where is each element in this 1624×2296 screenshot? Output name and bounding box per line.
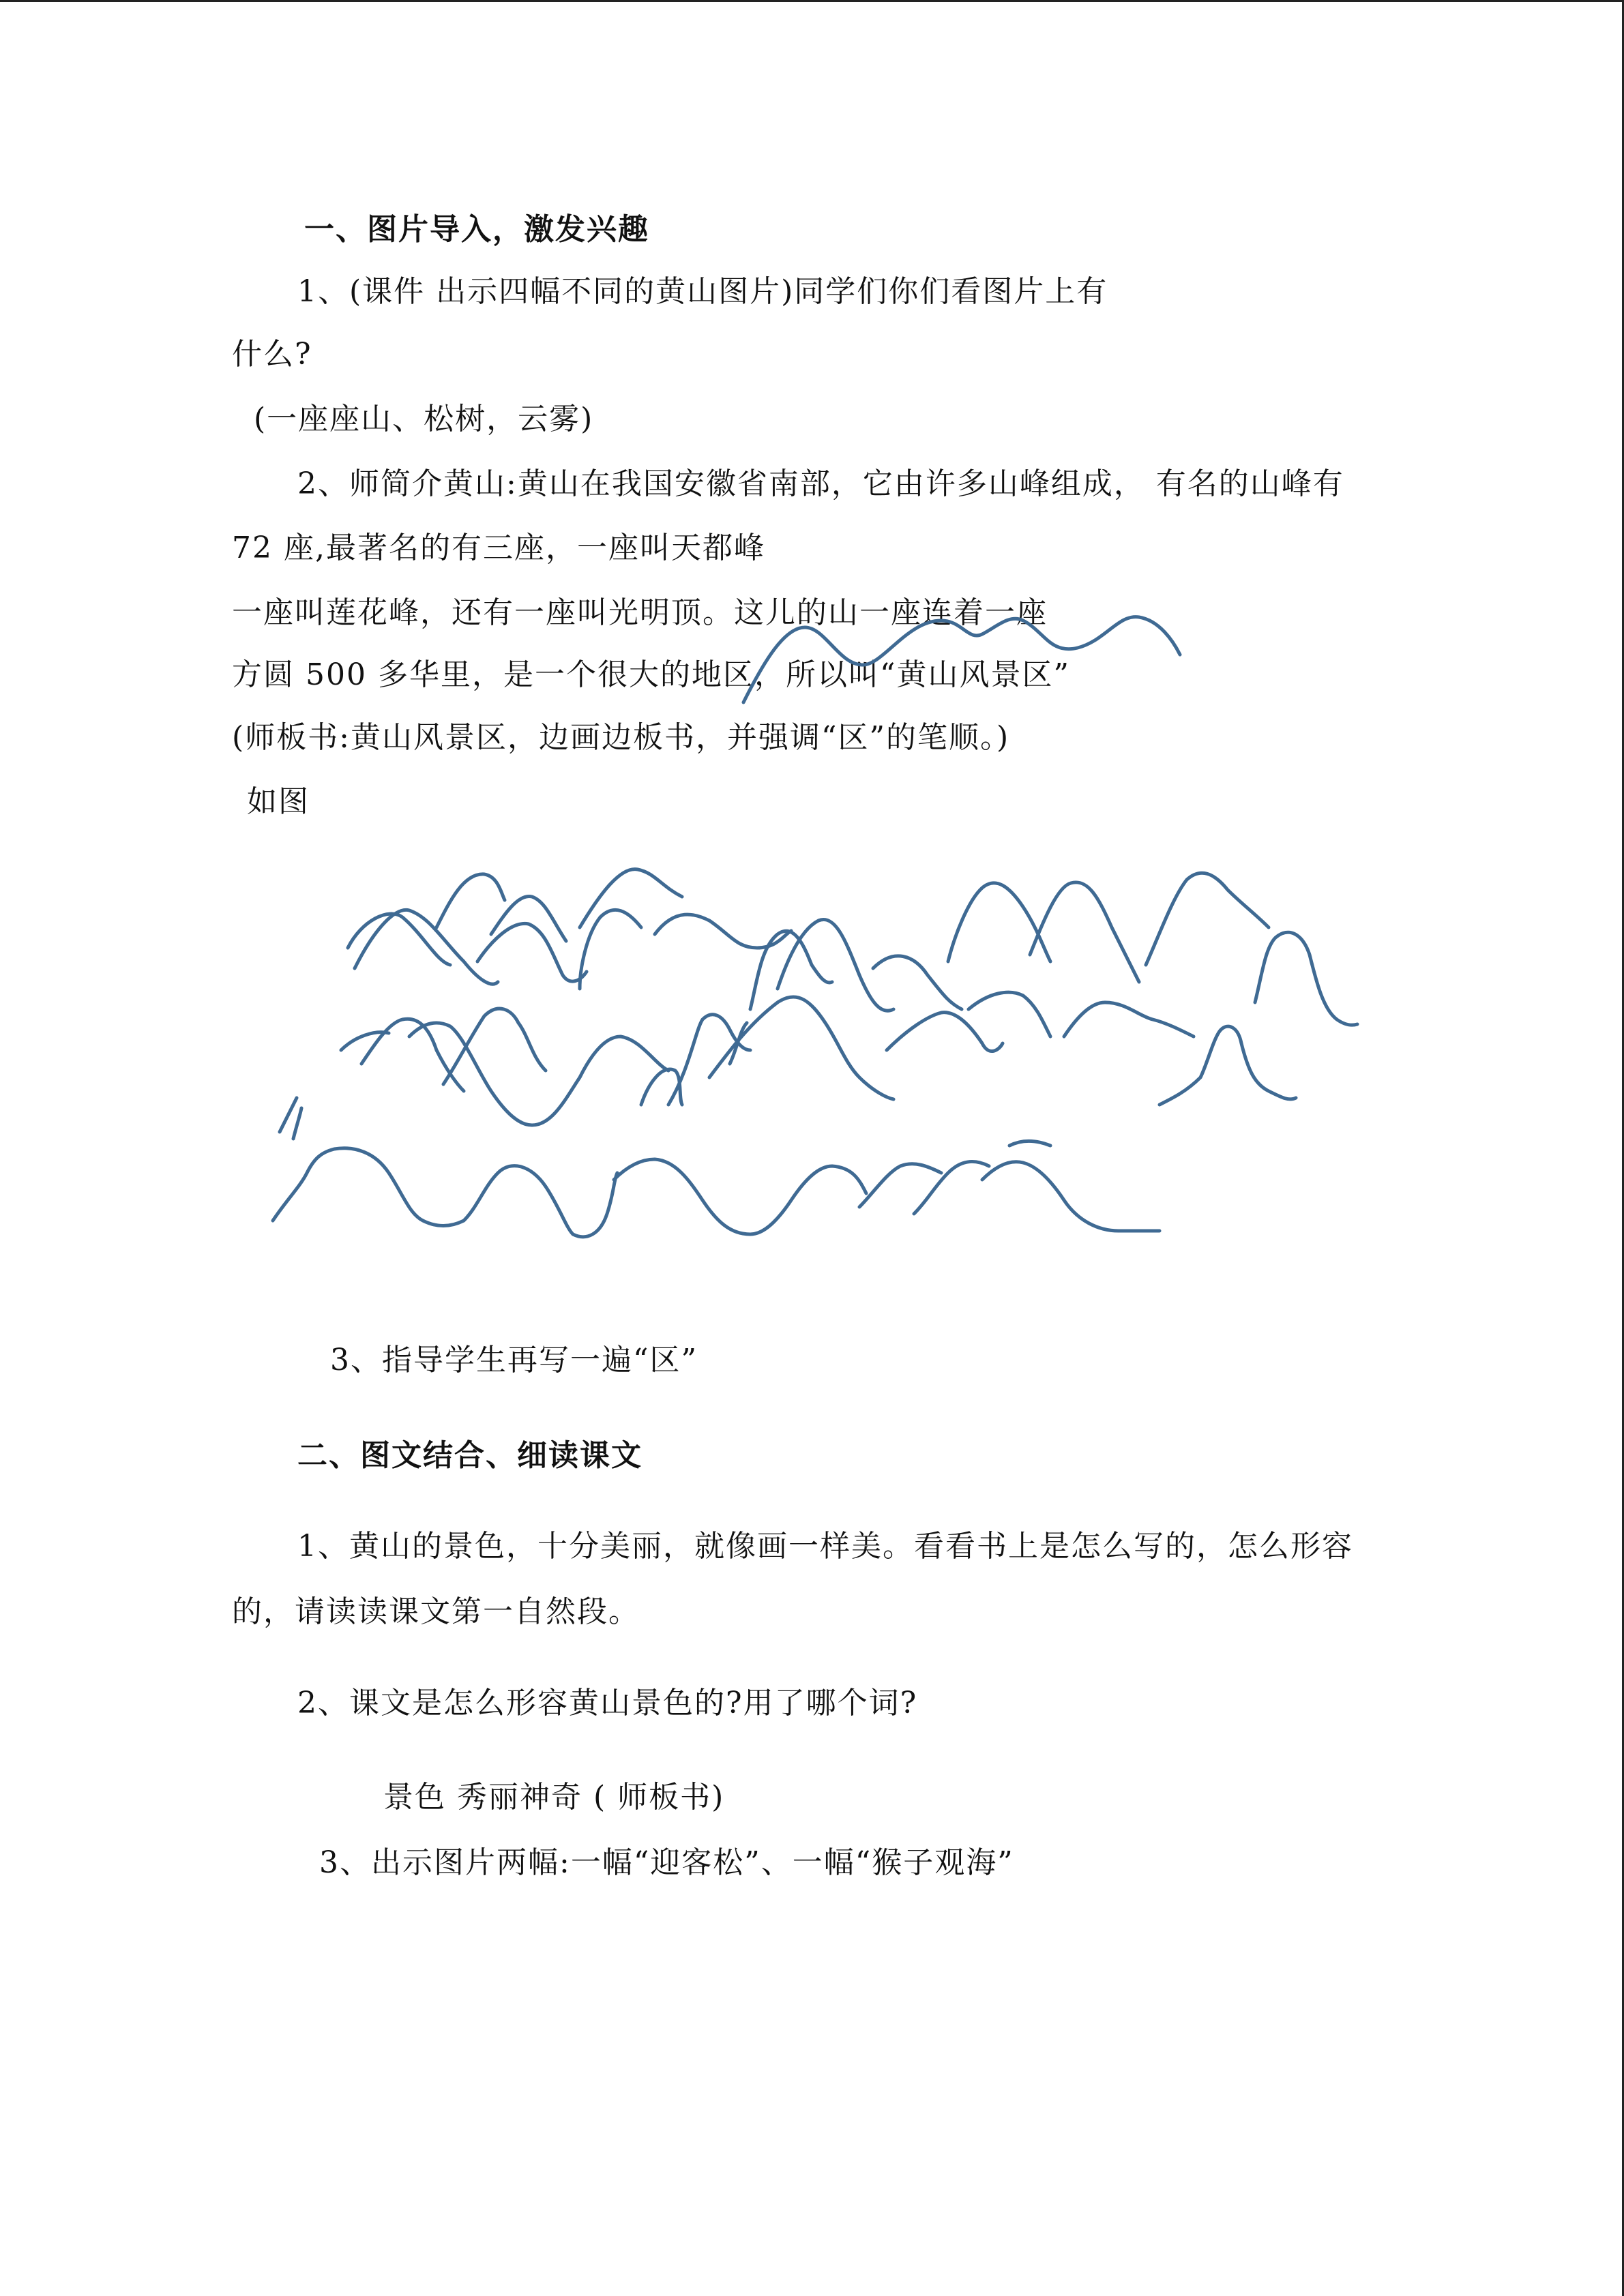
mountain-stroke [293,1108,301,1139]
mountain-stroke [730,1023,747,1064]
section1-para2-line2: 72 座,最著名的有三座，一座叫天都峰 [232,531,765,565]
mountain-stroke [948,883,1050,961]
section1-heading: 一、图片导入，激发兴趣 [304,212,649,247]
mountain-stroke [361,1019,464,1091]
mountain-stroke [437,874,505,927]
section2-para1-line1: 1、黄山的景色，十分美丽，就像画一样美。看看书上是怎么写的，怎么形容 [297,1529,1353,1564]
mountain-stroke [887,1013,1003,1052]
section1-para2-line3: 一座叫莲花峰，还有一座叫光明顶。这儿的山一座连着一座 [232,595,1048,630]
mountain-stroke [355,910,498,984]
section2-para2: 2、课文是怎么形容黄山景色的?用了哪个词? [297,1686,918,1720]
mountain-stroke [443,1009,546,1084]
mountain-stroke [1146,873,1269,965]
mountain-stroke [914,1161,989,1214]
section1-para3: 3、指导学生再写一遍“区” [330,1343,698,1377]
mountain-stroke [873,956,962,1009]
small-mountain-sketch [737,600,1187,716]
mountain-stroke [1255,932,1357,1025]
mountain-stroke [1009,1141,1050,1146]
mountain-stroke [859,1164,941,1207]
mountain-stroke [969,992,1050,1037]
mountain-stroke [280,1098,297,1132]
section1-para2-line4: 方圆 500 多华里，是一个很大的地区，所以叫“黄山风景区” [232,657,1070,692]
mountain-stroke [348,914,450,965]
section2-board-text: 景色 秀丽神奇 ( 师板书) [383,1780,725,1815]
section2-para3: 3、出示图片两幅:一幅“迎客松”、一幅“猴子观海” [319,1845,1014,1880]
section1-para2-line1: 2、师简介黄山:黄山在我国安徽省南部，它由许多山峰组成， 有名的山峰有 [297,466,1344,501]
mountain-stroke [982,1162,1160,1231]
mountain-stroke [580,910,641,989]
section2-heading: 二、图文结合、细读课文 [297,1438,643,1473]
mountain-stroke [614,1159,866,1234]
section1-answer: (一座座山、松树，云雾) [254,402,594,436]
section1-para2-line5: (师板书:黄山风景区，边画边板书，并强调“区”的笔顺。) [232,720,1010,755]
page-top-border [0,0,1624,2]
section1-para1-line1: 1、(课件 出示四幅不同的黄山图片)同学们你们看图片上有 [297,274,1108,309]
section2-para1-line2: 的，请读读课文第一自然段。 [232,1594,640,1629]
mountain-range-drawing [259,846,1391,1255]
mountain-stroke [1160,1026,1296,1105]
mountain-stroke [1030,882,1139,982]
mountain-stroke [273,1148,617,1237]
section1-para1-line2: 什么? [232,337,312,372]
mountain-stroke [1064,1002,1194,1037]
figure-caption: 如图 [247,784,310,819]
